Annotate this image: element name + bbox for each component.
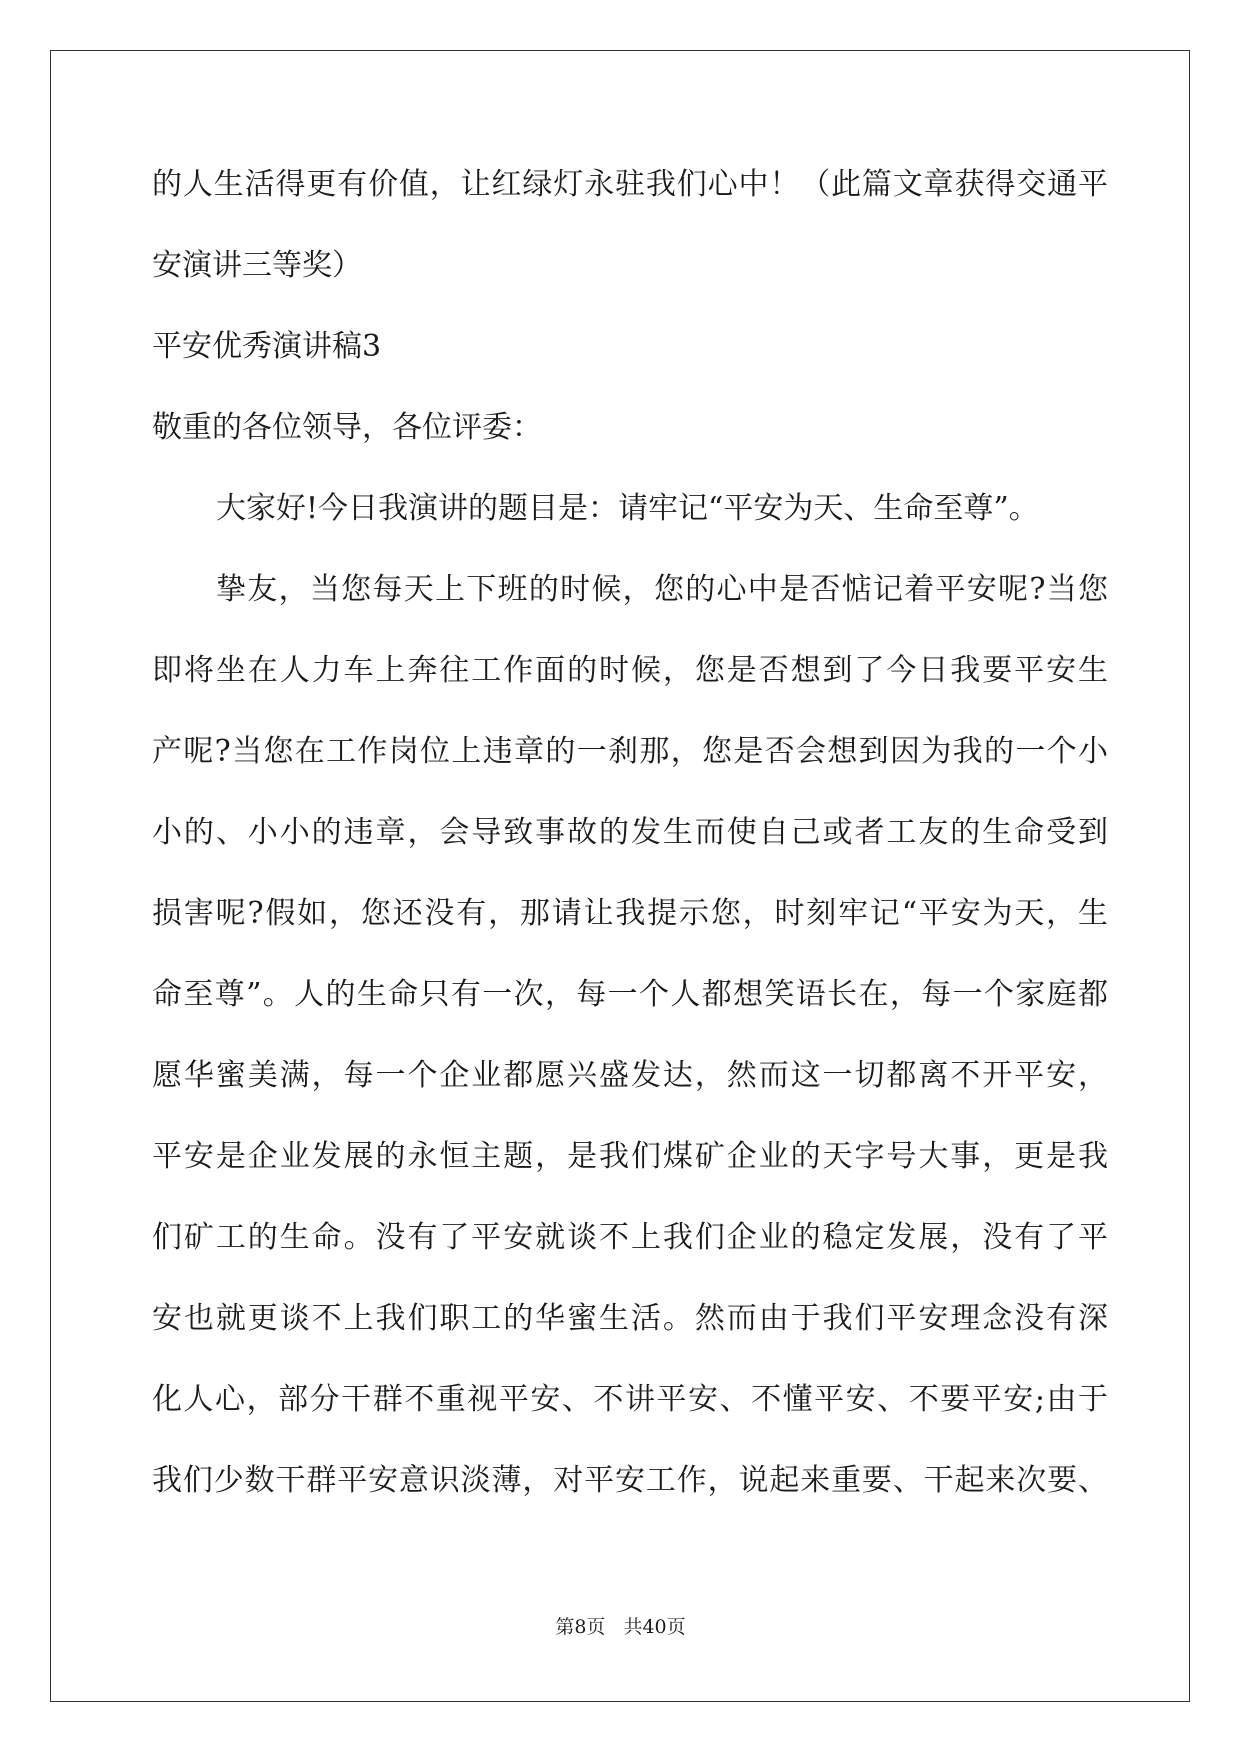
- text-line: 小的、小小的违章，会导致事故的发生而使自己或者工友的生命受到: [152, 815, 1108, 850]
- page-number: 第8页: [555, 1616, 606, 1638]
- document-body: [152, 158, 1108, 1535]
- text-line: 安也就更谈不上我们职工的华蜜生活。然而由于我们平安理念没有深: [152, 1301, 1108, 1336]
- text-line: 大家好!今日我演讲的题目是：请牢记“平安为天、生命至尊”。: [216, 491, 1039, 526]
- text-line: 们矿工的生命。没有了平安就谈不上我们企业的稳定发展，没有了平: [152, 1220, 1108, 1255]
- text-line: 即将坐在人力车上奔往工作面的时候，您是否想到了今日我要平安生: [152, 653, 1108, 688]
- text-line: 产呢?当您在工作岗位上违章的一刹那，您是否会想到因为我的一个小: [152, 734, 1108, 769]
- text-line: 损害呢?假如，您还没有，那请让我提示您，时刻牢记“平安为天，生: [152, 896, 1108, 931]
- section-heading: 平安优秀演讲稿3: [152, 329, 382, 364]
- text-line: 挚友，当您每天上下班的时候，您的心中是否惦记着平安呢?当您: [216, 572, 1108, 607]
- text-line: 平安是企业发展的永恒主题，是我们煤矿企业的天字号大事，更是我: [152, 1139, 1108, 1174]
- salutation: 敬重的各位领导，各位评委：: [152, 410, 542, 445]
- page-total: 共40页: [623, 1616, 686, 1638]
- text-line: 我们少数干群平安意识淡薄，对平安工作，说起来重要、干起来次要、: [152, 1463, 1108, 1498]
- text-line: 愿华蜜美满，每一个企业都愿兴盛发达，然而这一切都离不开平安，: [152, 1058, 1108, 1093]
- text-line: 命至尊”。人的生命只有一次，每一个人都想笑语长在，每一个家庭都: [152, 977, 1108, 1012]
- text-line: 的人生活得更有价值，让红绿灯永驻我们心中！（此篇文章获得交通平: [152, 167, 1108, 202]
- text-line: 安演讲三等奖）: [152, 248, 362, 283]
- page-footer: [0, 1612, 1241, 1639]
- text-line: 化人心，部分干群不重视平安、不讲平安、不懂平安、不要平安;由于: [152, 1382, 1108, 1417]
